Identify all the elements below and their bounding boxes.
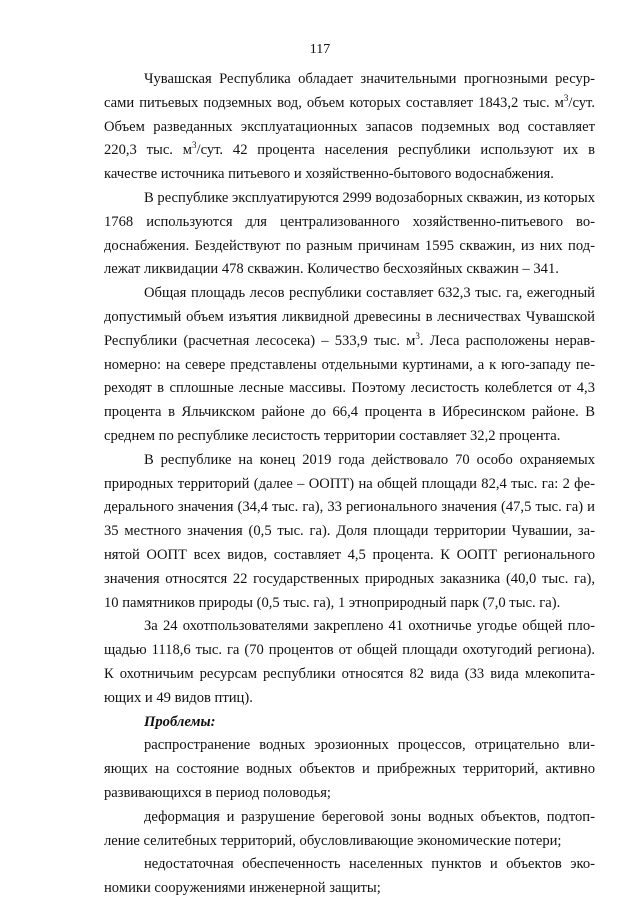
page-number: 117	[309, 42, 331, 57]
superscript: 3	[415, 330, 420, 341]
paragraph	[104, 853, 595, 901]
paragraph	[104, 282, 595, 449]
text-run: недостаточная обеспеченность населенных пунктов и объектов экономики сооружениями инженерной защиты;	[104, 856, 595, 897]
text-run: За 24 охотпользователями закреплено 41 охотничье угодье общей площадью 1118,6 тыс. га (70 процентов от общей площади охотугодий региона). К охотничьим ресурсам республики относятся 82 вида (33 вида млекопитающих и 49 видов птиц).	[104, 618, 595, 706]
page-body	[104, 68, 595, 901]
text-run: В республике на конец 2019 года действовало 70 особо охраняемых природных территорий (далее – ООПТ) на общей площади 82,4 тыс. га: 2 федерального значения (34,4 тыс. га), 33 регионального значения (47,5 тыс. га) и 35 местного значения (0,5 тыс. га). Доля площади территории Чувашии, занятой ООПТ всех видов, составляет 4,5 процента. К ООПТ регионального значения относятся 22 государственных природных заказника (40,0 тыс. га), 10 памятников природы (0,5 тыс. га), 1 этноприродный парк (7,0 тыс. га).	[104, 451, 595, 611]
paragraph	[104, 734, 595, 805]
paragraph	[104, 68, 595, 187]
superscript: 3	[563, 92, 569, 103]
text-run: деформация и разрушение береговой зоны водных объектов, подтопление селитебных территорий, обусловливающие экономические потери;	[104, 808, 595, 849]
text-run: Общая площадь лесов республики составляет 632,3 тыс. га, ежегодный допустимый объем изъятия ликвидной древесины в лесничествах Чувашской Республики (расчетная лесосека) – 533,9 тыс. м	[104, 285, 595, 349]
section-heading	[104, 711, 595, 735]
text-run: /сут. 42 процента населения республики используют их в качестве источника питьевого и хозяйственно-бытового водоснабжения.	[104, 142, 595, 183]
text-run: /сут. Объем разведанных эксплуатационных запасов подземных вод составляет 220,3 тыс. м	[104, 94, 595, 159]
paragraph	[104, 806, 595, 854]
superscript: 3	[192, 140, 197, 151]
paragraph	[104, 449, 595, 616]
text-run: . Леса расположены неравномерно: на севере представлены отдельными куртинами, а к юго-западу переходят в сплошные лесные массивы. Поэтому лесистость колеблется от 4,3 процента в Яльчикском районе до 66,4 процента в Ибресинском районе. В среднем по республике лесистость территории составляет 32,2 процента.	[104, 332, 595, 444]
text-run: Чувашская Республика обладает значительными прогнозными ресурсами питьевых подземных вод, объем которых составляет 1843,2 тыс. м	[104, 71, 595, 111]
paragraph	[104, 187, 595, 282]
text-run: распространение водных эрозионных процессов, отрицательно влияющих на состояние водных объектов и прибрежных территорий, активно развивающихся в период половодья;	[104, 737, 595, 801]
text-run: Проблемы:	[144, 713, 216, 730]
text-run: В республике эксплуатируются 2999 водозаборных скважин, из которых 1768 используются для централизованного хозяйственно-питьевого водоснабжения. Бездействуют по разным причинам 1595 скважин, из них подлежат ликвидации 478 скважин. Количество бесхозяйных скважин – 341.	[104, 189, 595, 278]
paragraph	[104, 615, 595, 710]
